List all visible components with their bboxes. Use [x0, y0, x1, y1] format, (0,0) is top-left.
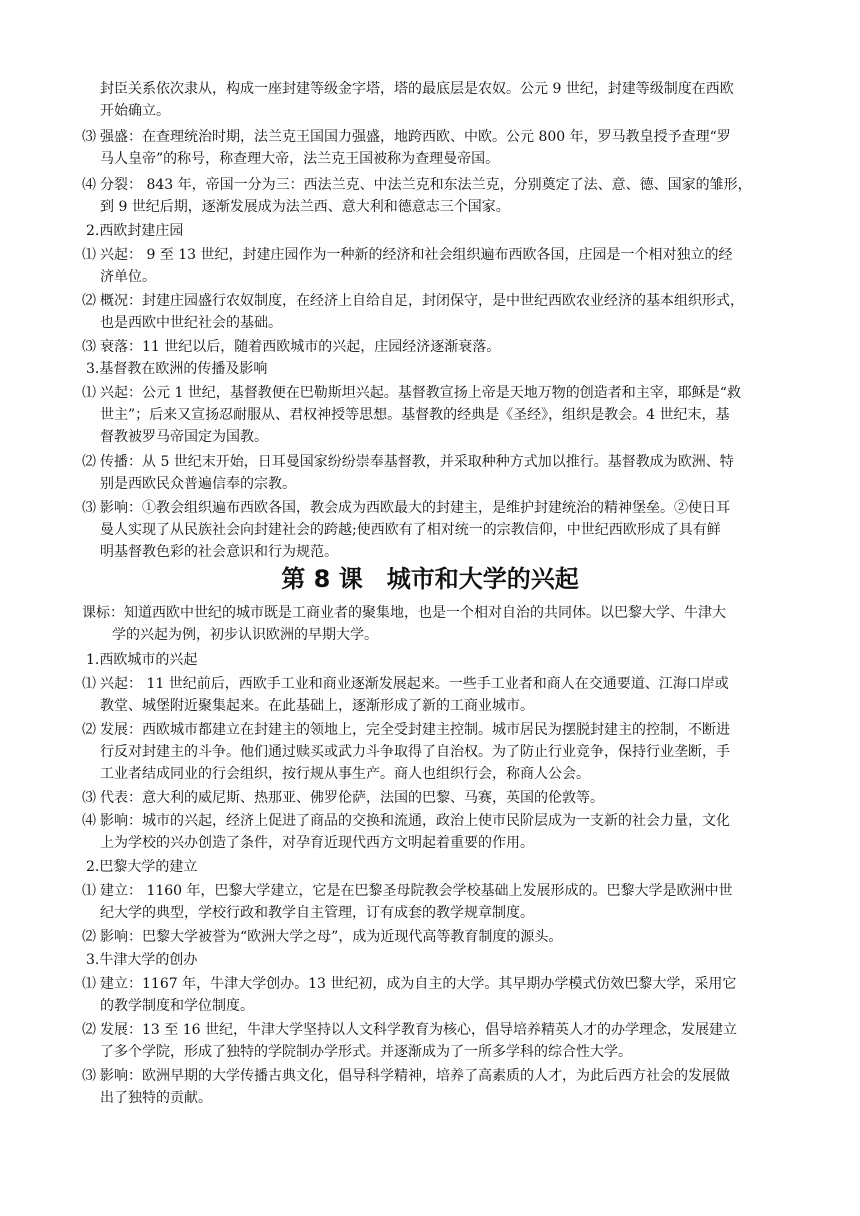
curriculum-standard: 学的兴起为例，初步认识欧洲的早期大学。: [112, 627, 378, 643]
text-line: 明基督教色彩的社会意识和行为规范。: [100, 544, 338, 560]
text-line: 兴起：公元 1 世纪，基督教便在巴勒斯坦兴起。基督教宣扬上帝是天地万物的创造者和主宰，耶稣是“救: [100, 385, 741, 401]
text-line: 发展：西欧城市都建立在封建主的领地上，完全受封建主控制。城市居民为摆脱封建主的控制，不断进: [100, 722, 730, 738]
item-number: ⑴: [82, 247, 96, 263]
text-line: 强盛：在查理统治时期，法兰克王国国力强盛，地跨西欧、中欧。公元 800 年，罗马教皇授予查理“罗: [100, 129, 731, 145]
text-line: 衰落：11 世纪以后，随着西欧城市的兴起，庄园经济逐渐衰落。: [100, 339, 501, 355]
text-line: 概况：封建庄园盛行农奴制度，在经济上自给自足，封闭保守，是中世纪西欧农业经济的基本组织形式，: [100, 293, 744, 309]
item-number: ⑴: [82, 976, 96, 992]
item-number: ⑶: [82, 339, 96, 355]
text-line: 影响：欧洲早期的大学传播古典文化，倡导科学精神，培养了高素质的人才，为此后西方社会的发展做: [100, 1068, 730, 1084]
text-line: 影响：城市的兴起，经济上促进了商品的交换和流通，政治上使市民阶层成为一支新的社会力量，文化: [100, 813, 730, 829]
text-line: 建立：1167 年，牛津大学创办。13 世纪初，成为自主的大学。其早期办学模式仿效巴黎大学，采用它: [100, 976, 737, 992]
item-number: ⑵: [82, 454, 96, 470]
item-number: ⑵: [82, 722, 96, 738]
text-line: 建立： 1160 年，巴黎大学建立，它是在巴黎圣母院教会学校基础上发展形成的。巴黎大学是欧洲中世: [100, 883, 733, 899]
text-line: 到 9 世纪后期，逐渐发展成为法兰西、意大利和德意志三个国家。: [100, 199, 510, 215]
item-number: ⑵: [82, 293, 96, 309]
item-number: ⑶: [82, 129, 96, 145]
text-line: 代表：意大利的威尼斯、热那亚、佛罗伦萨，法国的巴黎、马赛，英国的伦敦等。: [100, 790, 604, 806]
text-line: 济单位。: [100, 269, 156, 285]
section-heading: 3.基督教在欧洲的传播及影响: [86, 361, 268, 377]
section-heading: 2.西欧封建庄园: [86, 223, 184, 239]
item-number: ⑴: [82, 676, 96, 692]
text-line: 纪大学的典型，学校行政和教学自主管理，订有成套的教学规章制度。: [100, 905, 534, 921]
text-line: 影响：巴黎大学被誉为“欧洲大学之母”，成为近现代高等教育制度的源头。: [100, 929, 563, 945]
section-heading: 3.牛津大学的创办: [86, 952, 198, 968]
text-line: 世主”；后来又宣扬忍耐服从、君权神授等思想。基督教的经典是《圣经》，组织是教会。4 世纪末，基: [100, 407, 730, 423]
section-heading: 1.西欧城市的兴起: [86, 652, 198, 668]
item-number: ⑵: [82, 929, 96, 945]
text-line: 兴起： 9 至 13 世纪，封建庄园作为一种新的经济和社会组织遍布西欧各国，庄园是一个相对独立的经: [100, 247, 733, 263]
item-number: ⑷: [82, 813, 96, 829]
item-number: ⑷: [82, 177, 96, 193]
curriculum-standard: 课标：知道西欧中世纪的城市既是工商业者的聚集地，也是一个相对自治的共同体。以巴黎大学、牛津大: [82, 605, 726, 621]
item-number: ⑴: [82, 385, 96, 401]
text-line: 工业者结成同业的行会组织，按行规从事生产。商人也组织行会，称商人公会。: [100, 766, 590, 782]
item-number: ⑶: [82, 790, 96, 806]
lesson-title: 第 8 课 城市和大学的兴起: [281, 565, 579, 593]
text-line: 了多个学院，形成了独特的学院制办学形式。并逐渐成为了一所多学科的综合性大学。: [100, 1044, 632, 1060]
text-line: 马人皇帝”的称号，称查理大帝，法兰克王国被称为查理曼帝国。: [100, 151, 500, 167]
text-line: 封臣关系依次隶从，构成一座封建等级金字塔，塔的最底层是农奴。公元 9 世纪，封建等级制度在西欧: [100, 81, 734, 97]
text-line: 传播：从 5 世纪末开始，日耳曼国家纷纷崇奉基督教，并采取种种方式加以推行。基督教成为欧洲、特: [100, 454, 734, 470]
text-line: 开始确立。: [100, 103, 170, 119]
text-line: 上为学校的兴办创造了条件，对孕育近现代西方文明起着重要的作用。: [100, 835, 534, 851]
text-line: 影响：①教会组织遍布西欧各国，教会成为西欧最大的封建主，是维护封建统治的精神堡垒。②使日耳: [100, 500, 730, 516]
text-line: 兴起： 11 世纪前后，西欧手工业和商业逐渐发展起来。一些手工业者和商人在交通要道、江海口岸或: [100, 676, 729, 692]
item-number: ⑶: [82, 500, 96, 516]
text-line: 发展：13 至 16 世纪，牛津大学坚持以人文科学教育为核心，倡导培养精英人才的办学理念，发展建立: [100, 1022, 737, 1038]
text-line: 行反对封建主的斗争。他们通过赎买或武力斗争取得了自治权。为了防止行业竞争，保持行业垄断，手: [100, 744, 730, 760]
text-line: 督教被罗马帝国定为国教。: [100, 429, 268, 445]
text-line: 出了独特的贡献。: [100, 1090, 212, 1106]
text-line: 曼人实现了从民族社会向封建社会的跨越;使西欧有了相对统一的宗教信仰，中世纪西欧形成了具有鲜: [100, 522, 721, 538]
text-line: 分裂： 843 年，帝国一分为三：西法兰克、中法兰克和东法兰克，分别奠定了法、意、德、国家的雏形，: [100, 177, 752, 193]
section-heading: 2.巴黎大学的建立: [86, 859, 198, 875]
item-number: ⑴: [82, 883, 96, 899]
item-number: ⑵: [82, 1022, 96, 1038]
text-line: 的教学制度和学位制度。: [100, 998, 254, 1014]
text-line: 也是西欧中世纪社会的基础。: [100, 315, 282, 331]
text-line: 教堂、城堡附近聚集起来。在此基础上，逐渐形成了新的工商业城市。: [100, 698, 534, 714]
item-number: ⑶: [82, 1068, 96, 1084]
text-line: 别是西欧民众普遍信奉的宗教。: [100, 476, 296, 492]
